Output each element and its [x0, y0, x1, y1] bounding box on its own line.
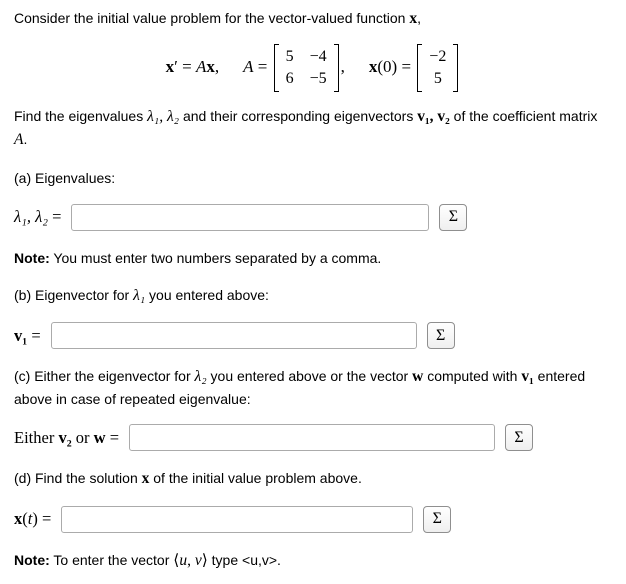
bold-x: x [14, 509, 23, 529]
note-text: To enter the vector [49, 551, 174, 568]
part-c-heading [14, 366, 612, 409]
coefficient-matrix [274, 44, 339, 92]
part-a-heading: (a) Eigenvalues: [14, 170, 116, 187]
comma: , [214, 57, 220, 77]
eigenvalues-input[interactable] [71, 204, 429, 231]
bold-x: x [206, 57, 215, 77]
equation-editor-button-c[interactable] [505, 424, 533, 451]
answer-row-d [14, 506, 612, 533]
w-symbol: w [93, 427, 106, 447]
matrix-cell: −5 [309, 70, 327, 88]
paragraph-text: Find the eigenvalues [14, 108, 148, 125]
answer-row-b [14, 322, 612, 349]
sigma-icon: Σ [432, 510, 442, 528]
sigma-icon: Σ [435, 326, 446, 344]
heading-text: entered above in case of repeated eigenvalue: [14, 368, 586, 407]
answer-row-c [14, 424, 612, 451]
x-of-t-label [14, 509, 51, 529]
heading-text: you entered above or the vector [206, 368, 413, 385]
sigma-icon: Σ [514, 428, 524, 446]
lambda2-symbol: λ₂ [194, 368, 207, 386]
note-text: type <u,v>. [207, 551, 281, 568]
eigenvector-symbols: v₁, v₂ [417, 108, 450, 126]
t-symbol: t [27, 509, 33, 529]
matrix-cell: −4 [309, 48, 327, 66]
equation-editor-button-a[interactable] [439, 204, 467, 231]
equals-sign: = [253, 57, 272, 77]
vector-entry-note [14, 550, 612, 572]
matrix-cell: 6 [285, 70, 294, 88]
v1-symbol: v₁ [521, 368, 534, 386]
bold-x: x [409, 10, 418, 27]
angle-bracket-close: ⟩ [201, 551, 208, 569]
equals-sign: = [27, 325, 41, 345]
solution-x-input[interactable] [61, 506, 413, 533]
equals-sign: = [177, 57, 196, 77]
part-b-heading [14, 285, 612, 307]
vector-cell: 5 [433, 70, 442, 88]
sigma-icon: Σ [448, 208, 459, 226]
bold-x: x [165, 57, 175, 77]
equals-sign: = [48, 207, 62, 227]
initial-condition [368, 48, 460, 88]
vector-cell: −2 [429, 48, 447, 66]
lambda1-symbol: λ₁ [133, 287, 146, 304]
open-paren: ( [22, 509, 28, 529]
close-paren-equals: ) = [32, 509, 52, 529]
x-prime-equals-ax [166, 57, 219, 76]
equation-editor-button-b[interactable] [427, 322, 455, 349]
vector-right-bracket [453, 44, 458, 92]
intro-comma: , [417, 10, 421, 26]
eigenvector-v1-label [14, 326, 41, 346]
paragraph-text: and their corresponding eigenvectors [179, 108, 418, 125]
or-text: or [71, 427, 94, 447]
note-label: Note: [14, 249, 50, 266]
vector-cells [422, 44, 453, 92]
equals-sign: = [397, 57, 416, 77]
v2-symbol: v₂ [58, 427, 72, 447]
heading-text: you entered above: [145, 287, 269, 303]
v1-symbol: v₁ [14, 325, 28, 345]
comma: , [340, 57, 345, 77]
matrix-A-definition [243, 48, 345, 88]
w-symbol: w [412, 368, 424, 386]
x-of-zero: (0) [377, 57, 398, 77]
heading-text: of the initial value problem above. [149, 470, 362, 487]
answer-row-a [14, 204, 612, 231]
u-symbol: u [179, 551, 188, 569]
note-label: Note: [14, 551, 50, 568]
matrix-A-symbol: A [14, 130, 24, 148]
eigenvector-v2-or-w-input[interactable] [129, 424, 495, 451]
v-symbol: v [194, 551, 202, 569]
lambda-symbols: λ₁, λ₂ [14, 207, 49, 227]
heading-text: (d) Find the solution [14, 470, 142, 487]
lambda-symbols: λ₁, λ₂ [147, 108, 180, 126]
part-d-heading [14, 468, 612, 490]
matrix-cells [279, 44, 334, 92]
either-text: Either [14, 427, 59, 447]
v2-or-w-label [14, 428, 119, 448]
eigenvalues-label [14, 207, 61, 227]
find-eigenvalues-paragraph [14, 106, 612, 151]
heading-text: (c) Either the eigenvector for [14, 368, 195, 385]
matrix-right-bracket [334, 44, 339, 92]
paragraph-text: of the coefficient matrix [449, 108, 598, 125]
equation-editor-button-d[interactable] [423, 506, 451, 533]
vector-comma: , [187, 551, 195, 569]
equals-sign: = [105, 427, 120, 447]
matrix-A-symbol: A [195, 57, 207, 77]
matrix-cell: 5 [285, 48, 294, 66]
prime-mark: ′ [174, 57, 178, 77]
initial-value-equation [14, 44, 612, 92]
bold-x: x [368, 57, 378, 77]
heading-text: computed with [423, 368, 522, 385]
intro-text: Consider the initial value problem for the vector-valued function [14, 10, 410, 26]
part-a-note [14, 248, 612, 268]
eigenvector-v1-input[interactable] [51, 322, 417, 349]
initial-condition-vector [417, 44, 458, 92]
matrix-A-symbol: A [243, 57, 254, 77]
intro-line [14, 8, 612, 30]
angle-bracket-open: ⟨ [173, 551, 180, 569]
heading-text: (b) Eigenvector for [14, 287, 134, 303]
paragraph-text: . [23, 130, 28, 147]
note-text: You must enter two numbers separated by a comma. [49, 249, 382, 266]
bold-x: x [141, 470, 150, 488]
